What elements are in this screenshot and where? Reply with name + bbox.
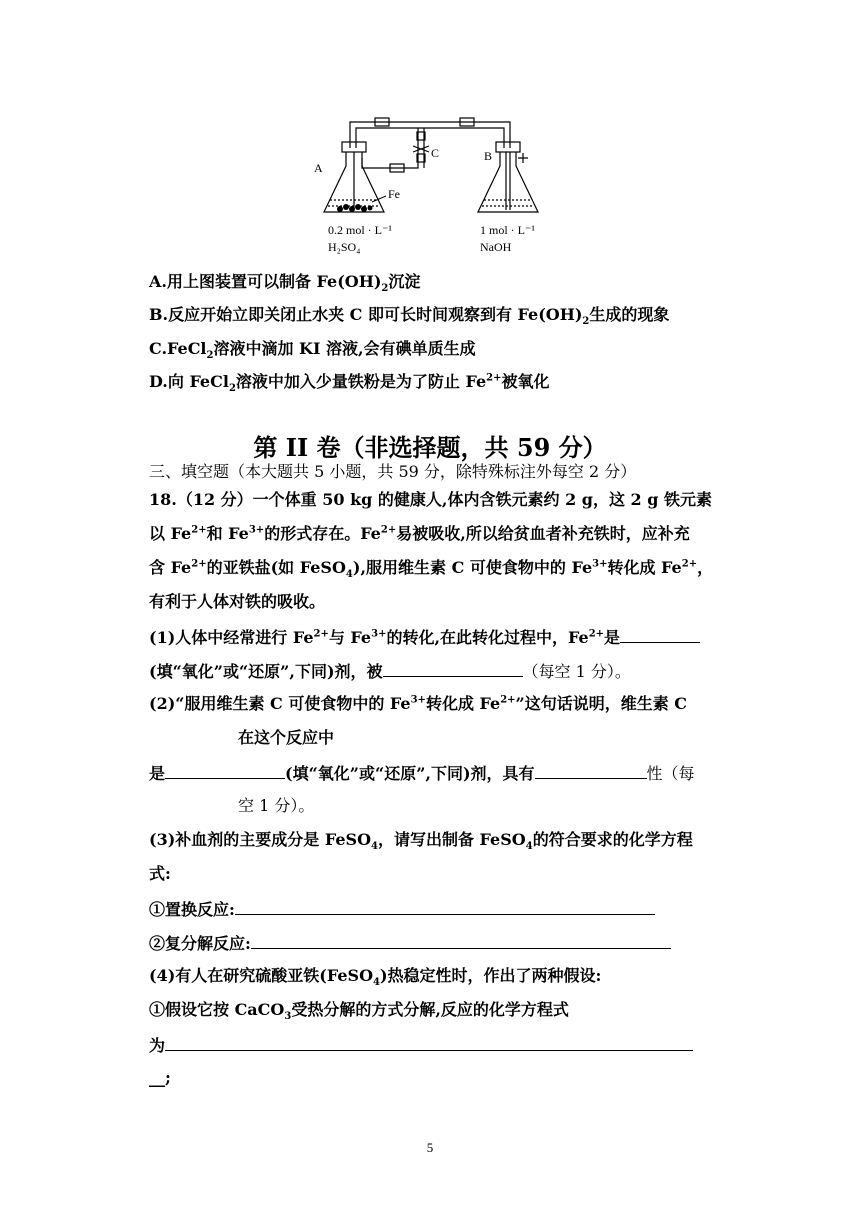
conc-b: 1 mol · L⁻¹ — [480, 223, 535, 237]
option-b: B.反应开始立即关闭止水夹 C 即可长时间观察到有 $Fe(OH)_2$生成的现象 — [149, 305, 670, 328]
q18-part-2c: 是 (填“氧化”或“还原”,下同)剂，具有 性（每 — [149, 764, 695, 783]
q18-part-2: (2)“服用维生素 C 可使食物中的 $Fe^{3+}$转化成 $Fe^{2+}$”这句话说明，维生素 C — [149, 694, 688, 713]
label-fe: Fe — [388, 187, 400, 201]
label-a: A — [314, 161, 323, 175]
option-a: A.用上图装置可以制备 $Fe(OH)_2$沉淀 — [149, 272, 421, 295]
q18-part-1: (1)人体中经常进行 $Fe^{2+}$与 $Fe^{3+}$的转化,在此转化过程中，$Fe^{2+}$是 — [149, 626, 700, 648]
q18-part-4: (4)有人在研究硫酸亚铁(FeSO$_4$)热稳定性时，作出了两种假设: — [149, 966, 602, 989]
page-number: 5 — [426, 1140, 434, 1155]
apparatus-figure — [300, 108, 560, 268]
option-d: D.向 FeCl$_2$溶液中加入少量铁粉是为了防止 $Fe^{2+}$被氧化 — [149, 372, 550, 395]
answer-blank-4[interactable] — [535, 762, 647, 779]
answer-blank-3[interactable] — [165, 762, 285, 779]
q18-part-1b: (填“氧化”或“还原”,下同)剂，被 （每空 1 分）。 — [149, 662, 631, 681]
q18-part-4c: 为 — [149, 1034, 693, 1056]
q18-part-3c: ①置换反应: — [149, 898, 655, 920]
q18-part-2d: 空 1 分）。 — [238, 796, 315, 815]
q18-line-3: 含 $Fe^{2+}$的亚铁盐(如 FeSO$_4$),服用维生素 C 可使食物中的 $Fe^{3+}$转化成 $Fe^{2+}$， — [149, 558, 714, 581]
q18-line-2: 以 $Fe^{2+}$和 $Fe^{3+}$的形式存在。$Fe^{2+}$易被吸收,所以给贫血者补充铁时，应补充 — [149, 524, 690, 543]
label-b: B — [484, 149, 493, 163]
conc-a: 0.2 mol · L⁻¹ — [328, 223, 392, 237]
answer-blank-6[interactable] — [251, 932, 671, 949]
answer-blank-2[interactable] — [383, 660, 523, 677]
section-subtitle: 三、填空题（本大题共 5 小题，共 59 分，除特殊标注外每空 2 分） — [149, 462, 637, 481]
q18-part-3b: 式: — [149, 864, 171, 883]
reagent-a: H₂SO₄ — [328, 240, 361, 254]
q18-part-4b: ①假设它按 CaCO$_3$受热分解的方式分解,反应的化学方程式 — [149, 1000, 569, 1023]
q18-part-3: (3)补血剂的主要成分是 FeSO$_4$，请写出制备 FeSO$_4$的符合要求的化学方程 — [149, 830, 693, 853]
q18-part-4d: __; — [149, 1068, 171, 1087]
q18-part-2b: 在这个反应中 — [238, 728, 335, 747]
q18-line-1: 18.（12 分）一个体重 50 kg 的健康人,体内含铁元素约 2 g，这 2 g 铁元素 — [149, 490, 712, 509]
answer-blank-1[interactable] — [620, 626, 700, 643]
reagent-b: NaOH — [480, 240, 512, 254]
option-c: C.FeCl$_2$溶液中滴加 KI 溶液,会有碘单质生成 — [149, 339, 476, 362]
q18-line-4: 有利于人体对铁的吸收。 — [149, 592, 326, 611]
section-title: 第 II 卷（非选择题，共 59 分） — [253, 433, 607, 462]
answer-blank-5[interactable] — [235, 898, 655, 915]
q18-part-3d: ②复分解反应: — [149, 932, 671, 954]
answer-blank-7[interactable] — [165, 1034, 693, 1051]
label-c: C — [431, 146, 440, 160]
